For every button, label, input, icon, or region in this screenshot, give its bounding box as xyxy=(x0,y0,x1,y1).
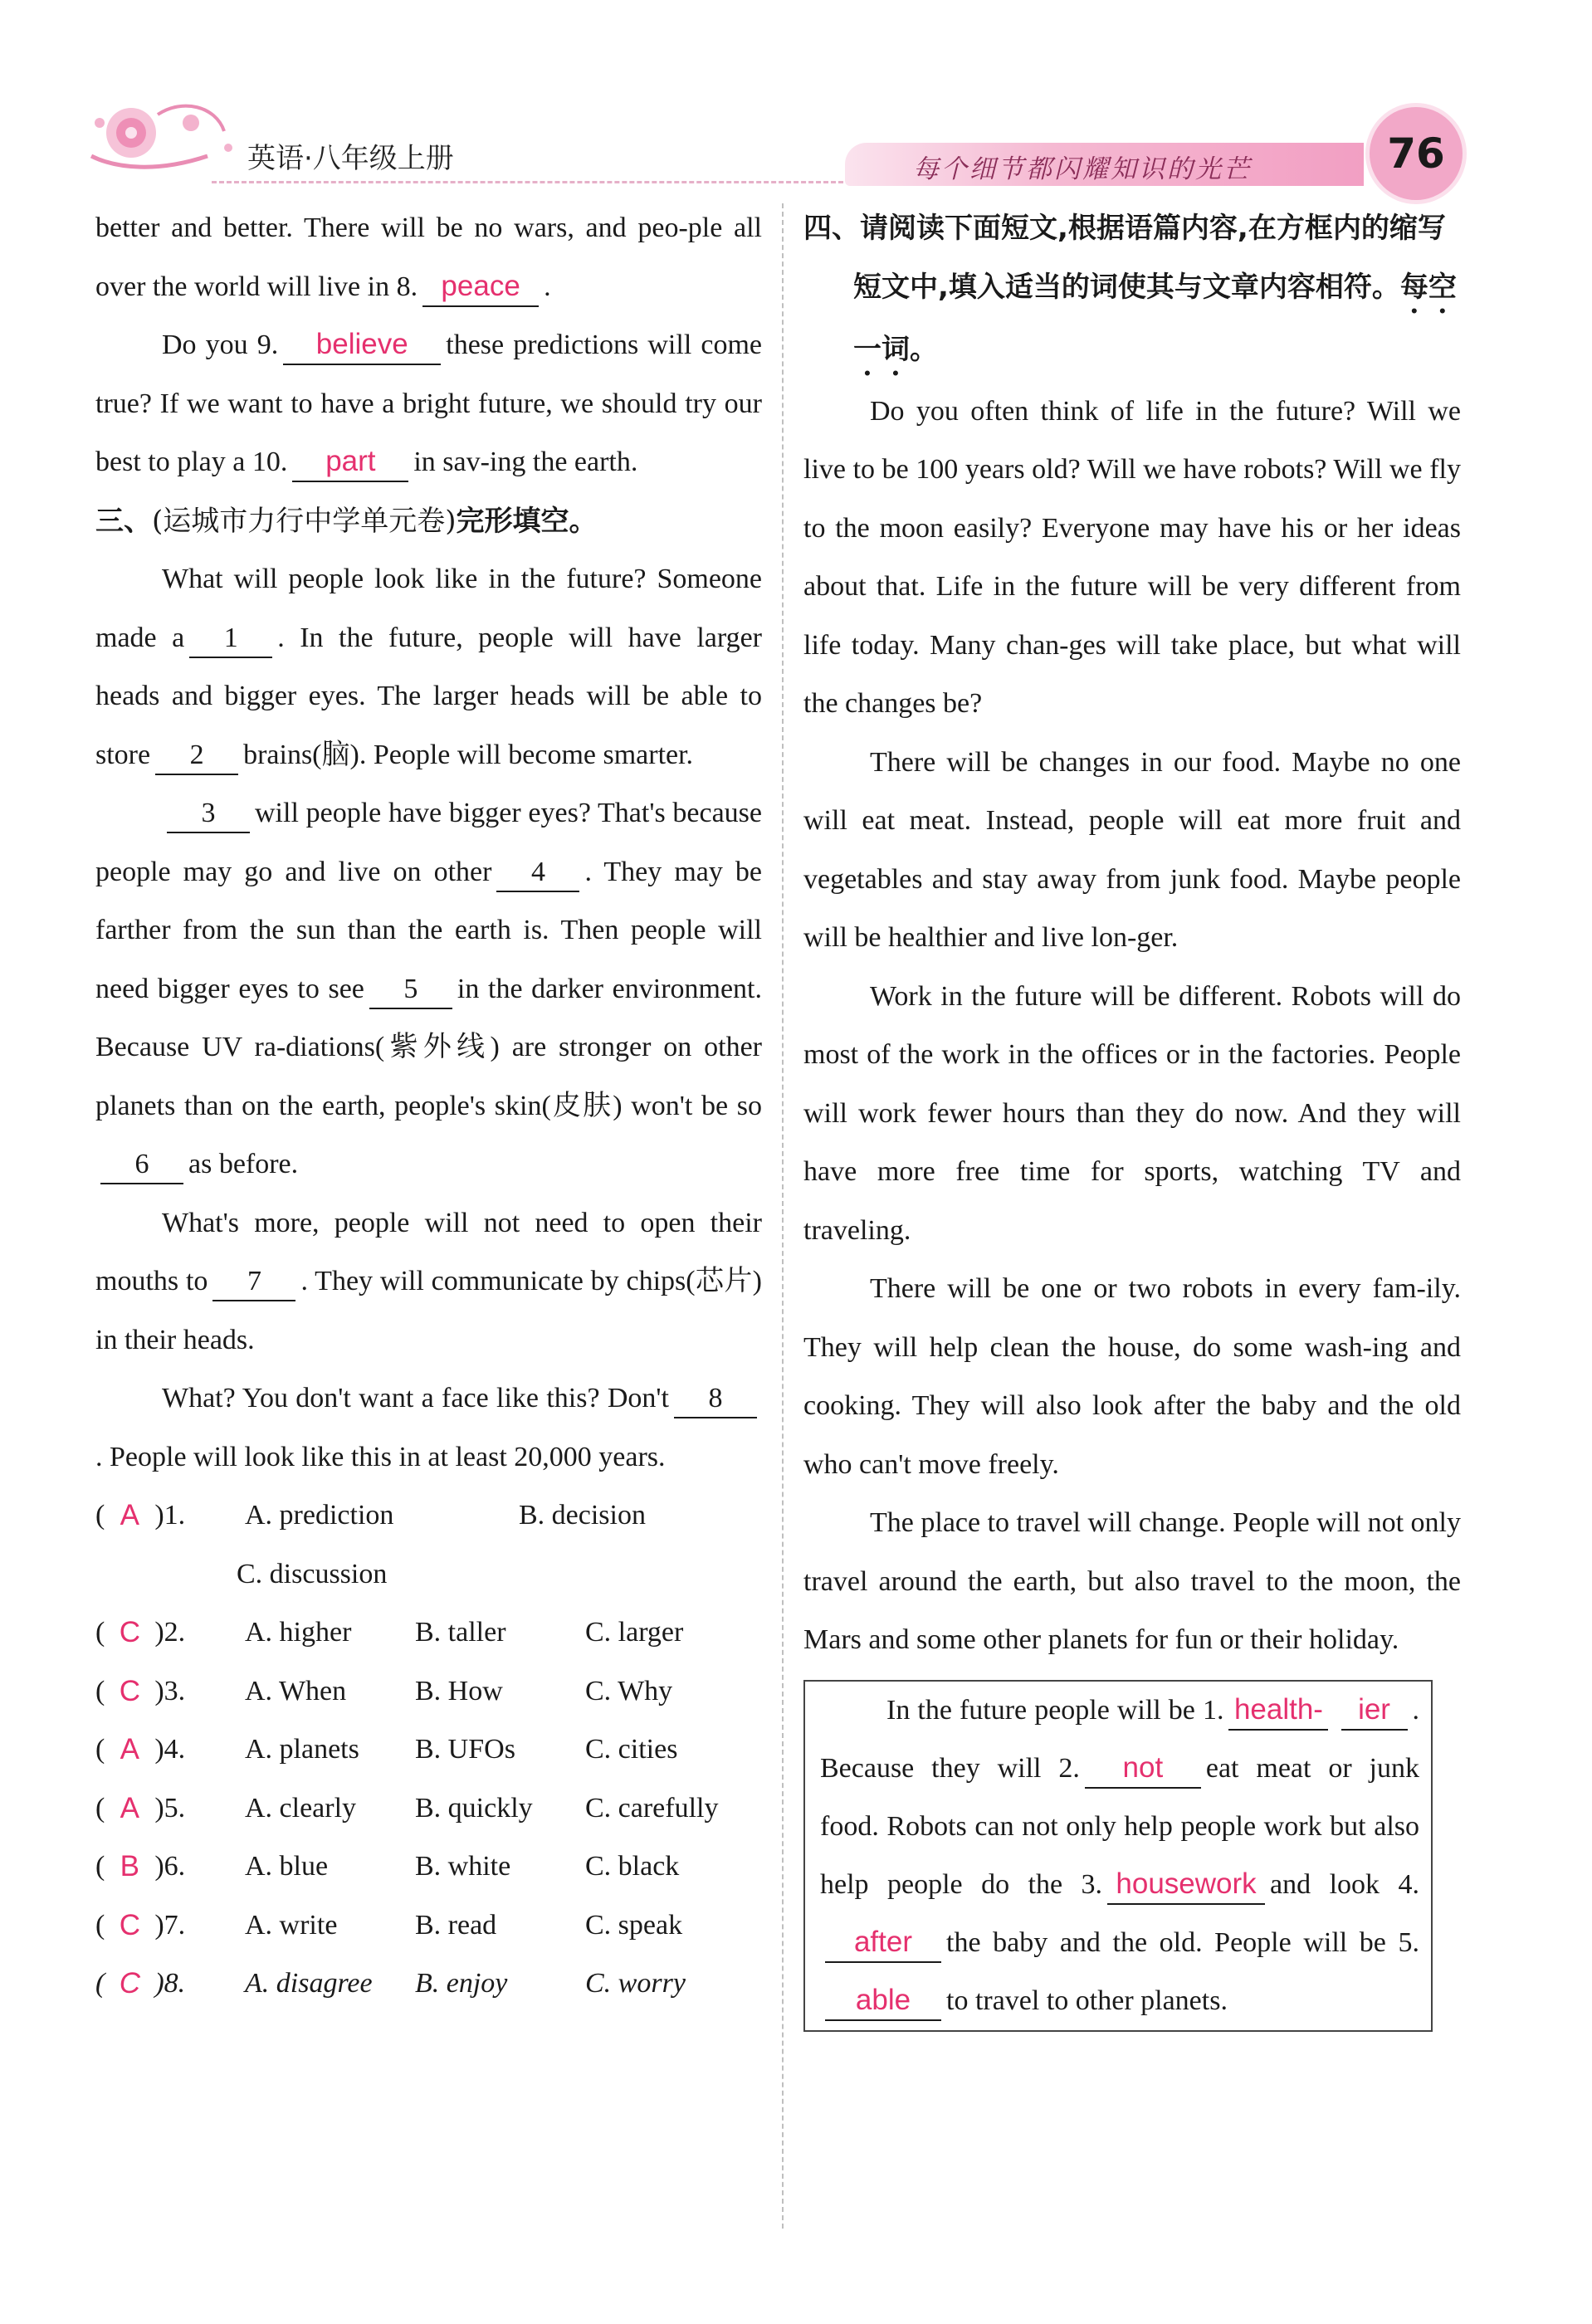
right-column xyxy=(803,199,1461,2032)
summary-blank-2: not xyxy=(1085,1750,1201,1789)
section-3-heading: 三、(运城市力行中学单元卷)完形填空。 xyxy=(95,504,598,538)
option-row: ( C ) 2. A. higher B. taller C. larger xyxy=(95,1616,684,1648)
left-column xyxy=(95,199,762,2014)
option-row: ( C ) 8. A. disagree B. enjoy C. worry xyxy=(95,1967,686,1999)
blank-8: peace xyxy=(422,268,539,307)
page-number: 76 xyxy=(1365,103,1467,204)
summary-blank-4: after xyxy=(825,1924,941,1963)
reading-paragraph-4: There will be one or two robots in every fam-ily. They will help clean the house, do some wash-ing and cooking. They will also look after the baby and the old who can't move freely. xyxy=(803,1273,1461,1480)
book-title: 英语·八年级上册 xyxy=(247,142,454,175)
passage-paragraph: Do you 9. believe these predictions will come true? If we want to have a bright future, we should try our best to play a 10. part in sav-ing the earth. xyxy=(95,316,762,492)
passage-continuation: better and better. There will be no wars, and peo-ple all over the world will live in 8. peace . xyxy=(95,199,762,316)
summary-blank-3: housework xyxy=(1107,1866,1265,1905)
reading-paragraph-2: There will be changes in our food. Maybe no one will eat meat. Instead, people will eat more fruit and vegetables and stay away from junk food. Maybe people will be healthier and live lon-ger. xyxy=(803,746,1461,953)
option-row: ( A ) 5. A. clearly B. quickly C. carefully xyxy=(95,1791,719,1824)
reading-paragraph-3: Work in the future will be different. Robots will do most of the work in the offices or in the factories. People will work fewer hours than they do now. And they will have more free time for sports, watching TV and traveling. xyxy=(803,980,1461,1246)
cloze-paragraph-2: 3 will people have bigger eyes? That's because people may go and live on other 4 . They may be farther from the sun than the earth is. Then people will need bigger eyes to see 5 in the darker environment. Because UV ra-diations(紫外线) are stronger on other planets than on the earth, people's skin(皮肤) won't be so6 as before. xyxy=(95,784,762,1194)
reading-paragraph-5: The place to travel will change. People will not only travel around the earth, but also travel to the moon, the Mars and some other planets for fun or their holiday. xyxy=(803,1507,1461,1655)
summary-blank-1a: health- xyxy=(1228,1692,1328,1731)
column-divider xyxy=(782,203,784,2229)
summary-box xyxy=(803,1680,1433,2032)
option-row: ( C ) 7. A. write B. read C. speak xyxy=(95,1908,683,1941)
blank-9: believe xyxy=(283,326,441,365)
section-4-heading: 四、请阅读下面短文,根据语篇内容,在方框内的缩写短文中,填入适当的词使其与文章内容相符。每空一词。 xyxy=(803,212,1457,366)
options-list xyxy=(95,1487,762,2014)
option-row: ( C ) 3. A. When B. How C. Why xyxy=(95,1674,673,1707)
summary-text: In the future people will be 1. health- ier . Because they will 2. not eat meat or junk food. Robots can not only help people work but also help people do the 3. housework and look 4.after the baby and the old. People will be 5.able to travel to other planets. xyxy=(820,1682,1419,2030)
option-row: ( B ) 6. A. blue B. white C. black xyxy=(95,1850,680,1882)
cloze-paragraph-4: What? You don't want a face like this? Don't 8. People will look like this in at least 20,000 years. xyxy=(95,1370,762,1487)
reading-paragraph-1: Do you often think of life in the future? Will we live to be 100 years old? Will we have robots? Will we fly to the moon easily? Everyone may have his or her ideas about that. Life in the future will be very different from life today. Many chan-ges will take place, but what will the changes be? xyxy=(803,395,1461,719)
summary-blank-5: able xyxy=(825,1982,941,2021)
header-motto: 每个细节都闪耀知识的光芒 xyxy=(913,154,1252,184)
header-dashed-line xyxy=(212,181,851,183)
option-continuation: C. discussion xyxy=(237,1558,388,1589)
cloze-paragraph-3: What's more, people will not need to open their mouths to 7 . They will communicate by chips(芯片) in their heads. xyxy=(95,1207,762,1355)
option-row: ( A ) 1. A. prediction B. decision xyxy=(95,1499,646,1531)
blank-10: part xyxy=(292,443,408,482)
option-row: ( A ) 4. A. planets B. UFOs C. cities xyxy=(95,1733,678,1765)
cloze-paragraph-1: What will people look like in the future? Someone made a 1 . In the future, people will have larger heads and bigger eyes. The larger heads will be able to store 2 brains(脑). People will become smarter. xyxy=(95,550,762,784)
flower-flourish-icon xyxy=(83,90,249,181)
summary-blank-1b: ier xyxy=(1341,1692,1408,1731)
